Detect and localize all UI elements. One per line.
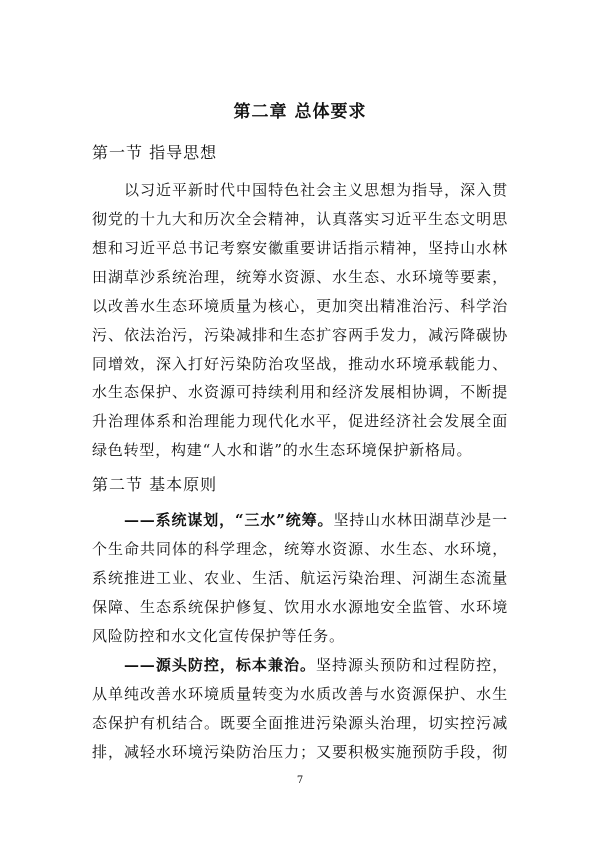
paragraph-line — [124, 655, 508, 675]
paragraph-line: 系统推进工业、农业、生活、航运污染治理、河湖生态流量 — [92, 569, 508, 587]
paragraph-line — [124, 510, 508, 530]
section-heading-basic-principles: 第二节 基本原则 — [92, 475, 218, 494]
paragraph-line: 态保护有机结合。既要全面推进污染源头治理，切实控污减 — [92, 714, 508, 732]
paragraph-line: 从单纯改善水环境质量转变为水质改善与水资源保护、水生 — [92, 685, 508, 703]
paragraph-line: 水生态保护、水资源可持续利用和经济发展相协调，不断提 — [92, 383, 508, 401]
paragraph-line: 绿色转型，构建“人水和谐”的水生态环境保护新格局。 — [92, 441, 473, 459]
principle-text: 坚持山水林田湖草沙是一 — [333, 511, 508, 529]
paragraph-line: 同增效，深入打好污染防治攻坚战，推动水环境承载能力、 — [92, 355, 508, 373]
principle-title: ——系统谋划，“三水”统筹。 — [124, 511, 334, 529]
paragraph-line: 个生命共同体的科学理念，统筹水资源、水生态、水环境， — [92, 540, 508, 558]
principle-title: ——源头防控，标本兼治。 — [124, 656, 316, 674]
principle-text: 坚持源头预防和过程防控， — [316, 656, 508, 674]
paragraph-line: 风险防控和水文化宣传保护等任务。 — [92, 627, 345, 645]
section-heading-guiding-ideology: 第一节 指导思想 — [92, 143, 218, 162]
page-number: 7 — [296, 775, 304, 786]
paragraph-line: 污、依法治污，污染减排和生态扩容两手发力，减污降碳协 — [92, 326, 508, 344]
paragraph-line: 升治理体系和治理能力现代化水平，促进经济社会发展全面 — [92, 412, 508, 430]
paragraph-line: 保障、生态系统保护修复、饮用水水源地安全监管、水环境 — [92, 598, 508, 616]
chapter-title: 第二章 总体要求 — [233, 102, 367, 122]
paragraph-line: 以习近平新时代中国特色社会主义思想为指导，深入贯 — [124, 181, 508, 199]
paragraph-line: 彻党的十九大和历次全会精神，认真落实习近平生态文明思 — [92, 210, 508, 228]
paragraph-line: 排，减轻水环境污染防治压力；又要积极实施预防手段，彻 — [92, 743, 508, 761]
paragraph-line: 田湖草沙系统治理，统筹水资源、水生态、水环境等要素， — [92, 268, 508, 286]
paragraph-line: 以改善水生态环境质量为核心，更加突出精准治污、科学治 — [92, 297, 508, 315]
paragraph-line: 想和习近平总书记考察安徽重要讲话指示精神，坚持山水林 — [92, 239, 508, 257]
